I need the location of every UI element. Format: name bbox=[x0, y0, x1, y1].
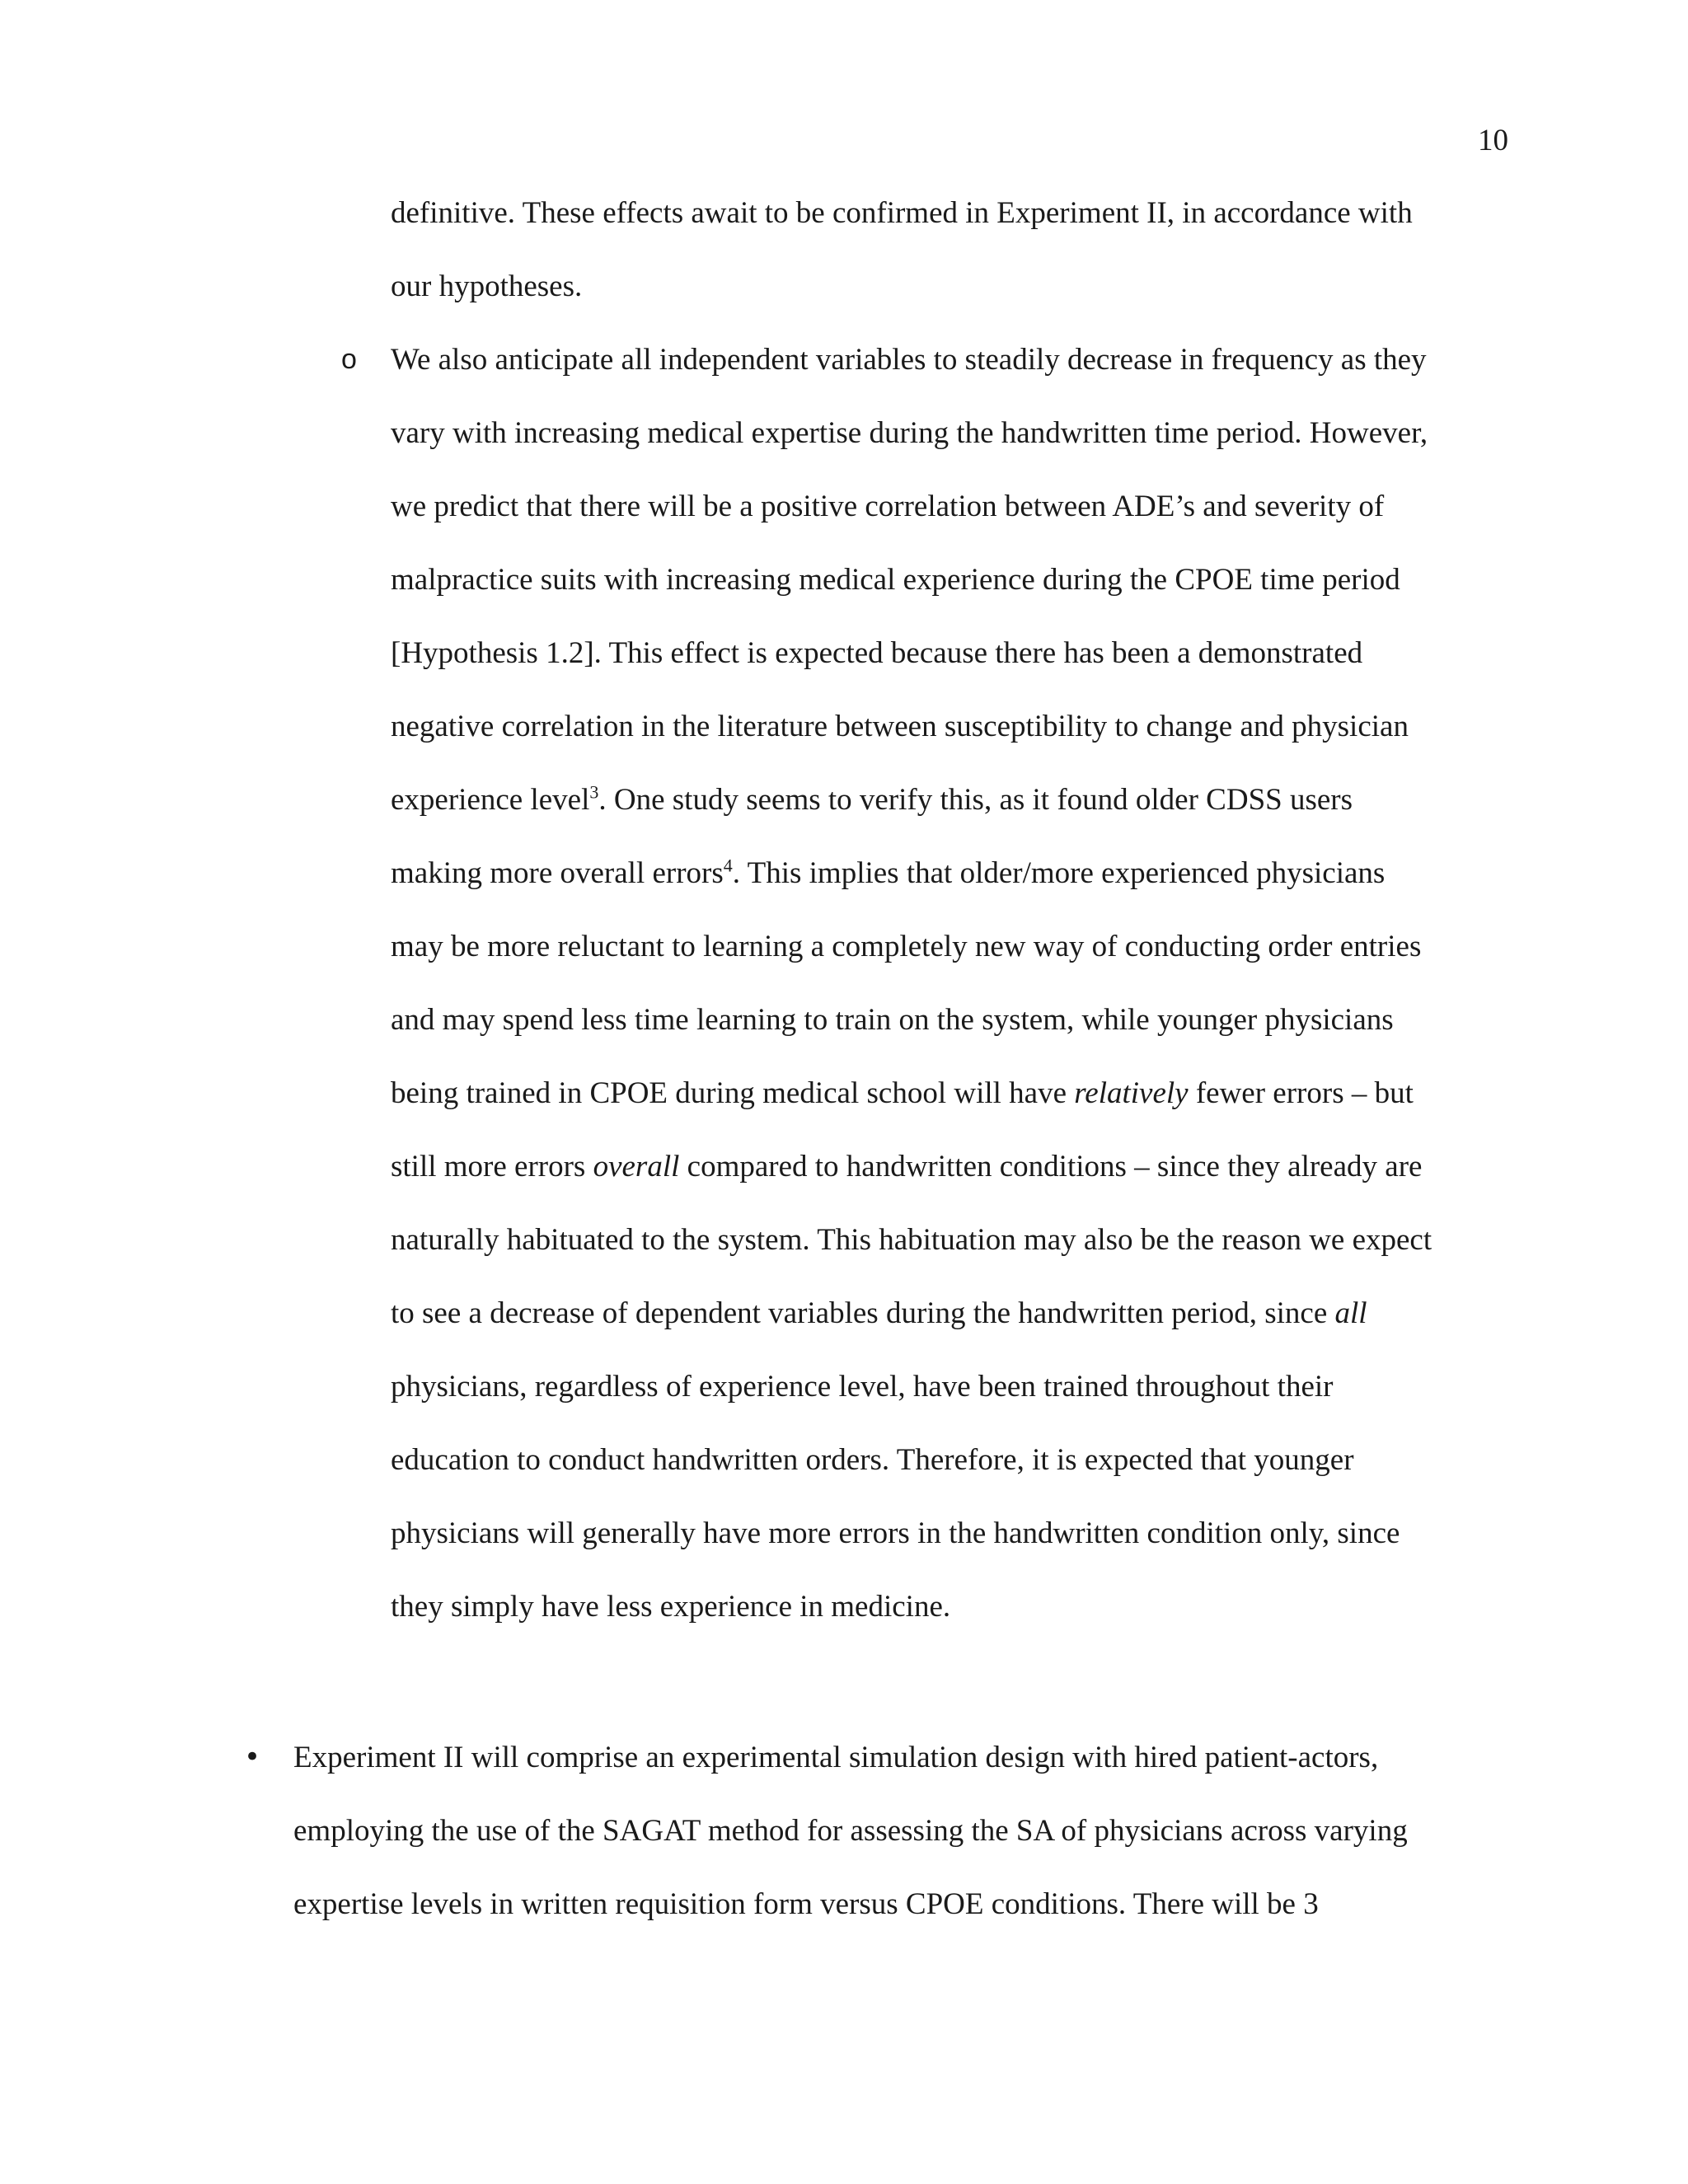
text-run: still more errors bbox=[391, 1150, 593, 1183]
text-run: making more overall errors bbox=[391, 856, 724, 890]
emphasis-text: relatively bbox=[1074, 1076, 1189, 1110]
text-line: and may spend less time learning to train on the system, while younger physicians bbox=[391, 1003, 1394, 1037]
emphasis-text: overall bbox=[593, 1150, 680, 1183]
text-line bbox=[391, 1130, 1545, 1203]
text-line: negative correlation in the literature between susceptibility to change and physician bbox=[391, 710, 1409, 743]
text-line bbox=[391, 1277, 1545, 1350]
text-line: malpractice suits with increasing medical experience during the CPOE time period bbox=[391, 563, 1400, 597]
text-run: being trained in CPOE during medical school will have bbox=[391, 1076, 1075, 1110]
footnote-ref: 3 bbox=[589, 781, 599, 803]
main-bullet-text bbox=[293, 1721, 1546, 1941]
footnote-ref: 4 bbox=[723, 855, 733, 876]
text-line: may be more reluctant to learning a completely new way of conducting order entries bbox=[391, 930, 1422, 963]
text-line: vary with increasing medical expertise during the handwritten time period. However, bbox=[391, 416, 1428, 450]
text-run: fewer errors – but bbox=[1188, 1076, 1414, 1110]
text-line: education to conduct handwritten orders. Therefore, it is expected that younger bbox=[391, 1443, 1354, 1477]
text-line: they simply have less experience in medicine. bbox=[391, 1590, 951, 1624]
text-line: [Hypothesis 1.2]. This effect is expected because there has been a demonstrated bbox=[391, 636, 1363, 670]
text-line: Experiment II will comprise an experimental simulation design with hired patient-actors, bbox=[293, 1741, 1379, 1774]
text-run: . This implies that older/more experienced physicians bbox=[732, 856, 1386, 890]
text-line: naturally habituated to the system. This habituation may also be the reason we expect bbox=[391, 1223, 1432, 1257]
sub-bullet-text bbox=[391, 323, 1545, 1643]
text-line bbox=[391, 763, 1545, 837]
text-line bbox=[391, 837, 1545, 910]
emphasis-text: all bbox=[1334, 1296, 1367, 1330]
text-line: physicians will generally have more errors in the handwritten condition only, since bbox=[391, 1516, 1400, 1550]
page-number: 10 bbox=[1478, 124, 1508, 157]
text-line: employing the use of the SAGAT method for assessing the SA of physicians across varying bbox=[293, 1814, 1408, 1848]
hollow-bullet-icon: o bbox=[341, 344, 357, 375]
text-line: our hypotheses. bbox=[391, 269, 583, 303]
text-run: . One study seems to verify this, as it found older CDSS users bbox=[598, 783, 1353, 817]
text-line: We also anticipate all independent variables to steadily decrease in frequency as they bbox=[391, 343, 1427, 377]
text-line: we predict that there will be a positive correlation between ADE’s and severity of bbox=[391, 490, 1385, 523]
text-run: to see a decrease of dependent variables during the handwritten period, since bbox=[391, 1296, 1335, 1330]
text-line: physicians, regardless of experience level, have been trained throughout their bbox=[391, 1370, 1334, 1404]
bullet-icon: • bbox=[244, 1741, 261, 1774]
text-line bbox=[391, 1057, 1545, 1130]
continuation-paragraph bbox=[391, 176, 1528, 323]
text-run: experience level bbox=[391, 783, 590, 817]
text-run: compared to handwritten conditions – since they already are bbox=[679, 1150, 1423, 1183]
text-line: expertise levels in written requisition form versus CPOE conditions. There will be 3 bbox=[293, 1887, 1319, 1921]
text-line: definitive. These effects await to be confirmed in Experiment II, in accordance with bbox=[391, 196, 1413, 230]
